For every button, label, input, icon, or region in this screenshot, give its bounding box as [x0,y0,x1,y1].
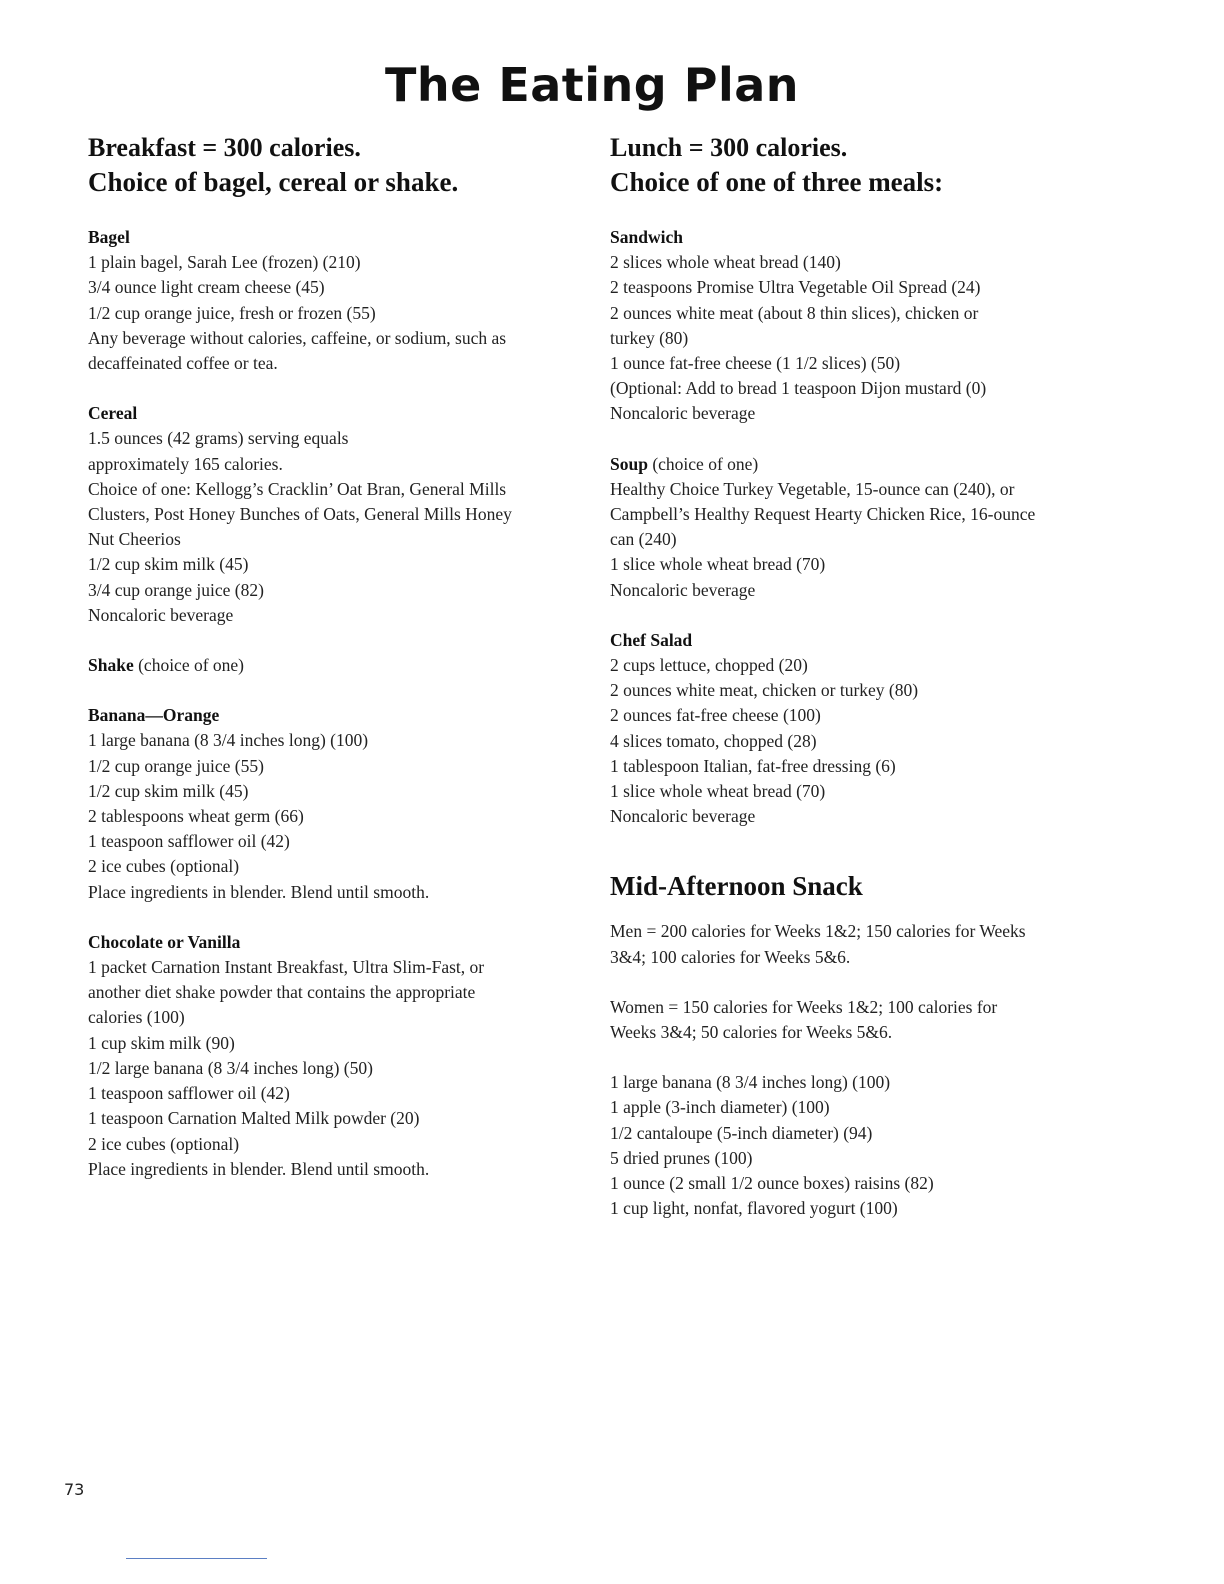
list-item: 1 ounce fat-free cheese (1 1/2 slices) (50) [610,353,901,374]
list-item: 1 plain bagel, Sarah Lee (frozen) (210) [88,252,361,273]
list-item: 1 ounce (2 small 1/2 ounce boxes) raisins (82) [610,1173,934,1194]
snack-women-section [610,995,1110,1045]
list-item: turkey (80) [610,327,689,348]
list-item: 2 ice cubes (optional) [88,1133,240,1154]
page-number: 73 [64,1480,85,1499]
lunch-subheading: Choice of one of three meals: [610,167,944,197]
list-item: 2 cups lettuce, chopped (20) [610,655,808,676]
list-item: 3&4; 100 calories for Weeks 5&6. [610,946,851,967]
list-item: 2 ounces fat-free cheese (100) [610,705,821,726]
list-item: 1/2 cup skim milk (45) [88,554,249,575]
footer-rule [126,1558,267,1559]
list-item: 2 ounces white meat, chicken or turkey (80) [610,680,919,701]
chef-salad-title: Chef Salad [610,629,693,650]
list-item: 2 teaspoons Promise Ultra Vegetable Oil Spread (24) [610,277,981,298]
list-item: calories (100) [88,1007,185,1028]
list-item: 1 large banana (8 3/4 inches long) (100) [610,1072,891,1093]
list-item: Healthy Choice Turkey Vegetable, 15-ounce can (240), or [610,478,1015,499]
chef-salad-section [610,628,1110,830]
list-item: Noncaloric beverage [610,579,756,600]
breakfast-heading: Breakfast = 300 calories. [88,133,361,162]
snack-heading: Mid-Afternoon Snack [610,871,863,902]
list-item: can (240) [610,529,677,550]
list-item: 1/2 cup orange juice, fresh or frozen (55) [88,302,376,323]
list-item: 1/2 large banana (8 3/4 inches long) (50) [88,1057,373,1078]
list-item: 2 slices whole wheat bread (140) [610,252,841,273]
soup-section [610,452,1110,603]
banana-orange-title: Banana—Orange [88,705,220,726]
shake-note: (choice of one) [138,655,245,676]
page-title: The Eating Plan [384,58,800,112]
bagel-section [88,225,588,376]
list-item: Nut Cheerios [88,529,181,550]
list-item: another diet shake powder that contains the appropriate [88,982,476,1003]
list-item: Noncaloric beverage [88,604,234,625]
list-item: Clusters, Post Honey Bunches of Oats, General Mills Honey [88,504,512,525]
list-item: Noncaloric beverage [610,403,756,424]
soup-title: Soup [610,453,648,474]
list-item: decaffeinated coffee or tea. [88,353,278,374]
list-item: 1 cup skim milk (90) [88,1032,235,1053]
list-item: 1/2 cup orange juice (55) [88,755,264,776]
list-item: (Optional: Add to bread 1 teaspoon Dijon mustard (0) [610,378,987,399]
list-item: 1 large banana (8 3/4 inches long) (100) [88,730,369,751]
list-item: Men = 200 calories for Weeks 1&2; 150 calories for Weeks [610,921,1026,942]
banana-orange-section [88,703,588,905]
cereal-title: Cereal [88,403,138,424]
soup-note: (choice of one) [652,453,759,474]
list-item: Place ingredients in blender. Blend until smooth. [88,881,430,902]
list-item: Noncaloric beverage [610,806,756,827]
breakfast-subheading: Choice of bagel, cereal or shake. [88,167,459,197]
list-item: 1 teaspoon safflower oil (42) [88,831,290,852]
list-item: Any beverage without calories, caffeine, or sodium, such as [88,327,507,348]
list-item: 1 teaspoon Carnation Malted Milk powder (20) [88,1108,420,1129]
list-item: Campbell’s Healthy Request Hearty Chicken Rice, 16-ounce [610,504,1036,525]
list-item: 2 ice cubes (optional) [88,856,240,877]
list-item: 1/2 cup skim milk (45) [88,780,249,801]
list-item: 1 teaspoon safflower oil (42) [88,1083,290,1104]
list-item: 1 packet Carnation Instant Breakfast, Ultra Slim-Fast, or [88,957,485,978]
chocolate-vanilla-title: Chocolate or Vanilla [88,931,241,952]
list-item: 2 ounces white meat (about 8 thin slices), chicken or [610,302,979,323]
sandwich-section [610,225,1110,427]
chocolate-vanilla-section [88,930,588,1182]
list-item: 1.5 ounces (42 grams) serving equals [88,428,349,449]
cereal-section [88,401,588,628]
list-item: 1 cup light, nonfat, flavored yogurt (100) [610,1198,898,1219]
list-item: Place ingredients in blender. Blend until smooth. [88,1158,430,1179]
list-item: Choice of one: Kellogg’s Cracklin’ Oat Bran, General Mills [88,478,507,499]
snack-items-section [610,1070,1110,1221]
shake-section [88,653,588,678]
list-item: 3/4 ounce light cream cheese (45) [88,277,325,298]
bagel-title: Bagel [88,227,130,247]
list-item: 5 dried prunes (100) [610,1147,753,1168]
list-item: 4 slices tomato, chopped (28) [610,730,817,751]
list-item: approximately 165 calories. [88,453,283,474]
lunch-column [610,130,1110,1222]
lunch-heading: Lunch = 300 calories. [610,133,848,162]
list-item: 1 apple (3-inch diameter) (100) [610,1097,830,1118]
sandwich-title: Sandwich [610,227,683,247]
list-item: 1/2 cantaloupe (5-inch diameter) (94) [610,1122,873,1143]
list-item: Weeks 3&4; 50 calories for Weeks 5&6. [610,1022,893,1043]
list-item: 1 slice whole wheat bread (70) [610,554,826,575]
snack-men-section [610,919,1110,969]
list-item: 2 tablespoons wheat germ (66) [88,806,304,827]
list-item: 1 slice whole wheat bread (70) [610,781,826,802]
list-item: 1 tablespoon Italian, fat-free dressing (6) [610,755,896,776]
shake-title: Shake [88,655,134,676]
breakfast-column [88,130,588,1182]
list-item: Women = 150 calories for Weeks 1&2; 100 calories for [610,996,998,1017]
list-item: 3/4 cup orange juice (82) [88,579,264,600]
